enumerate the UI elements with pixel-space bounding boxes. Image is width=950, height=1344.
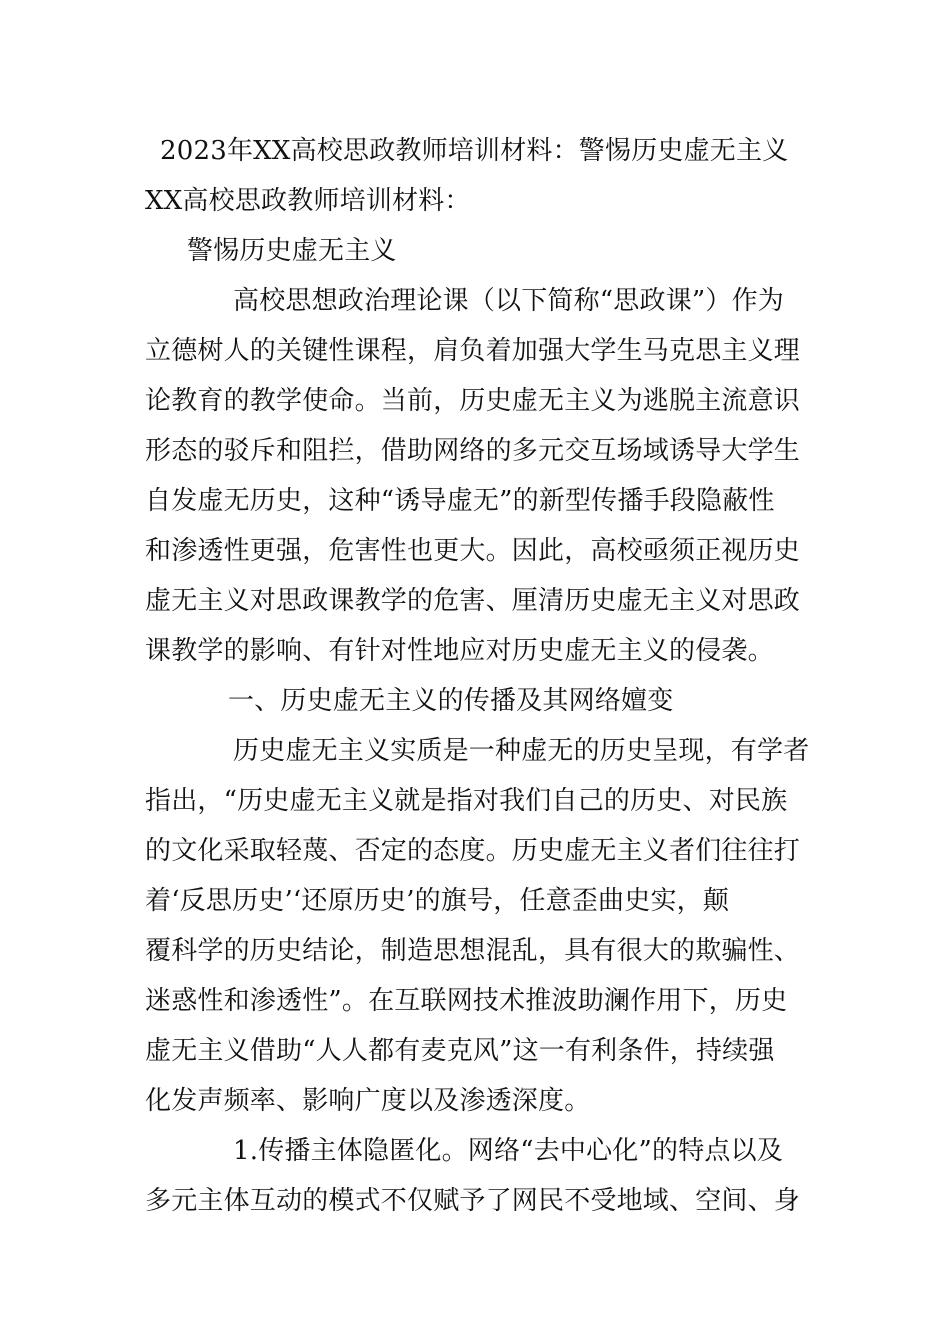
paragraph-line: 课教学的影响、有针对性地应对历史虚无主义的侵袭。 [145,636,774,666]
paragraph-line: 的文化采取轻蔑、否定的态度。历史虚无主义者们往往打 [145,836,801,866]
paragraph-line: 高校思想政治理论课（以下简称“思政课”）作为 [233,286,784,316]
paragraph-line: 多元主体互动的模式不仅赋予了网民不受地域、空间、身 [145,1186,801,1216]
paragraph-line: 自发虚无历史，这种“诱导虚无”的新型传播手段隐蔽性 [145,486,775,516]
paragraph-line: 化发声频率、影响广度以及渗透深度。 [145,1086,591,1116]
section-heading: 一、历史虚无主义的传播及其网络嬗变 [228,686,674,716]
paragraph-line: 虚无主义对思政课教学的危害、厘清历史虚无主义对思政 [145,586,801,616]
subtitle-line: XX高校思政教师培训材料： [145,186,471,216]
paragraph-line: 虚无主义借助“人人都有麦克风”这一有利条件，持续强 [145,1036,775,1066]
paragraph-line: 形态的驳斥和阻拦，借助网络的多元交互场域诱导大学生 [145,436,801,466]
document-title: 2023年XX高校思政教师培训材料：警惕历史虚无主义 [160,136,789,166]
paragraph-line: 立德树人的关键性课程，肩负着加强大学生马克思主义理 [145,336,801,366]
paragraph-line: 迷惑性和渗透性”。在互联网技术推波助澜作用下，历史 [145,986,788,1016]
paragraph-line: 1.传播主体隐匿化。网络“去中心化”的特点以及 [233,1136,783,1166]
paragraph-line: 和渗透性更强，危害性也更大。因此，高校亟须正视历史 [145,536,801,566]
paragraph-line: 论教育的教学使命。当前，历史虚无主义为逃脱主流意识 [145,386,801,416]
paragraph-line: 历史虚无主义实质是一种虚无的历史呈现，有学者 [233,736,810,766]
paragraph-line: 覆科学的历史结论，制造思想混乱，具有很大的欺骗性、 [145,936,801,966]
paragraph-line: 着‘反思历史’‘还原历史’的旗号，任意歪曲史实，颠 [145,886,730,916]
paragraph-line: 指出，“历史虚无主义就是指对我们自己的历史、对民族 [145,786,788,816]
subtitle-line: 警惕历史虚无主义 [187,236,397,266]
